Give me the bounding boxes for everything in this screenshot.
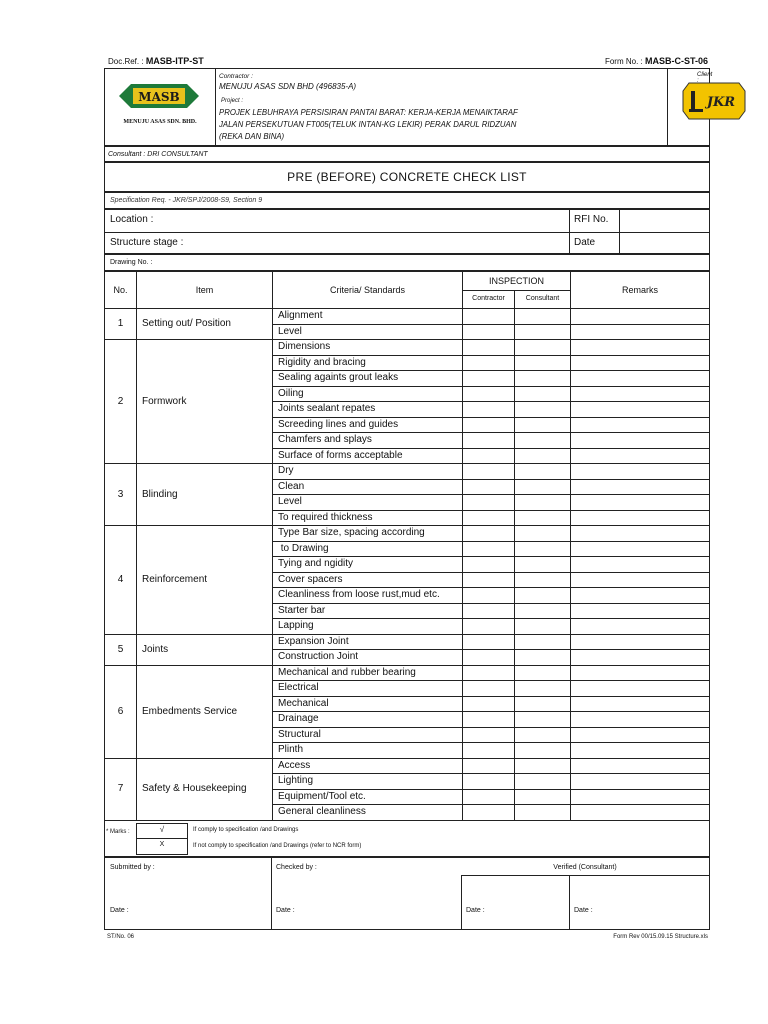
rfi-field[interactable] (569, 210, 619, 232)
consultant-check-cell[interactable] (515, 324, 571, 340)
contractor-check-cell[interactable] (463, 371, 515, 387)
footer-right: Form Rev 00/15.09.15 Structure.xls (613, 934, 708, 940)
remarks-cell[interactable] (571, 588, 710, 604)
header-consultant: Consultant (515, 290, 571, 309)
header-remarks: Remarks (571, 272, 710, 309)
contractor-check-cell[interactable] (463, 510, 515, 526)
contractor-check-cell[interactable] (463, 495, 515, 511)
criteria-cell: To required thickness (273, 510, 463, 526)
remarks-cell[interactable] (571, 510, 710, 526)
consultant-check-cell[interactable] (515, 805, 571, 821)
contractor-check-cell[interactable] (463, 557, 515, 573)
criteria-cell: Dry (273, 464, 463, 480)
consultant-check-cell[interactable] (515, 495, 571, 511)
consultant-check-cell[interactable] (515, 665, 571, 681)
item-name: Setting out/ Position (137, 309, 273, 340)
remarks-cell[interactable] (571, 541, 710, 557)
contractor-check-cell[interactable] (463, 417, 515, 433)
table-row (105, 526, 710, 542)
criteria-cell: Plinth (273, 743, 463, 759)
date-label: Date (574, 237, 596, 248)
logo-caption: MENUJU ASAS SDN. BHD. (123, 119, 197, 125)
header-item: Item (137, 272, 273, 309)
contractor-check-cell[interactable] (463, 340, 515, 356)
consultant-check-cell[interactable] (515, 464, 571, 480)
contractor-check-cell[interactable] (463, 309, 515, 325)
item-name: Blinding (137, 464, 273, 526)
doc-ref-value: MASB-ITP-ST (145, 56, 204, 66)
verified-date-label-1: Date : (466, 907, 485, 914)
consultant-check-cell[interactable] (515, 526, 571, 542)
contractor-check-cell[interactable] (463, 712, 515, 728)
remarks-cell[interactable] (571, 774, 710, 790)
remarks-cell[interactable] (571, 805, 710, 821)
project-info (215, 69, 668, 145)
project-line2: JALAN PERSEKUTUAN FT005(TELUK INTAN-KG LEKIR) PERAK DARUL RIDZUAN (219, 120, 517, 129)
doc-ref-label: Doc.Ref. : (108, 57, 144, 66)
criteria-cell: Drainage (273, 712, 463, 728)
contractor-check-cell[interactable] (463, 402, 515, 418)
contractor-check-cell[interactable] (463, 681, 515, 697)
criteria-cell: Level (273, 495, 463, 511)
logo-text: MASB (138, 90, 180, 104)
header-inspection: INSPECTION (463, 272, 571, 291)
criteria-cell: Oiling (273, 386, 463, 402)
item-name: Joints (137, 634, 273, 665)
not-comply-symbol: X (159, 841, 165, 848)
rfi-label: RFI No. (574, 214, 609, 225)
remarks-cell[interactable] (571, 650, 710, 666)
criteria-cell: Construction Joint (273, 650, 463, 666)
remarks-cell[interactable] (571, 479, 710, 495)
criteria-cell: Access (273, 758, 463, 774)
remarks-cell[interactable] (571, 417, 710, 433)
criteria-cell: Starter bar (273, 603, 463, 619)
item-number: 5 (105, 634, 137, 665)
consultant-check-cell[interactable] (515, 758, 571, 774)
verified-date-label-2: Date : (574, 907, 593, 914)
criteria-cell: Tying and ngidity (273, 557, 463, 573)
project-label: Project : (221, 98, 244, 104)
contractor-check-cell[interactable] (463, 758, 515, 774)
remarks-cell[interactable] (571, 634, 710, 650)
contractor-check-cell[interactable] (463, 386, 515, 402)
remarks-cell[interactable] (571, 340, 710, 356)
consultant-check-cell[interactable] (515, 448, 571, 464)
contractor-check-cell[interactable] (463, 572, 515, 588)
consultant-check-cell[interactable] (515, 541, 571, 557)
contractor-check-cell[interactable] (463, 448, 515, 464)
contractor-check-cell[interactable] (463, 355, 515, 371)
consultant-check-cell[interactable] (515, 650, 571, 666)
remarks-cell[interactable] (571, 433, 710, 449)
structure-stage-label: Structure stage : (110, 237, 184, 248)
item-number: 7 (105, 758, 137, 820)
consultant-check-cell[interactable] (515, 743, 571, 759)
consultant-line: Consultant : DRI CONSULTANT (104, 146, 710, 162)
remarks-cell[interactable] (571, 557, 710, 573)
consultant-check-cell[interactable] (515, 557, 571, 573)
client-label: Client : (697, 72, 713, 84)
criteria-cell: Rigidity and bracing (273, 355, 463, 371)
criteria-cell: Alignment (273, 309, 463, 325)
table-row (105, 309, 710, 325)
marks-legend (104, 820, 710, 857)
remarks-cell[interactable] (571, 448, 710, 464)
checked-by-label: Checked by : (276, 864, 317, 871)
contractor-check-cell[interactable] (463, 774, 515, 790)
consultant-check-cell[interactable] (515, 696, 571, 712)
item-number: 4 (105, 526, 137, 635)
remarks-cell[interactable] (571, 572, 710, 588)
criteria-cell: Screeding lines and guides (273, 417, 463, 433)
consultant-check-cell[interactable] (515, 681, 571, 697)
masb-logo-icon (119, 81, 199, 111)
table-row (105, 340, 710, 356)
remarks-cell[interactable] (571, 526, 710, 542)
contractor-check-cell[interactable] (463, 634, 515, 650)
contractor-logo (105, 69, 216, 145)
table-row (105, 464, 710, 480)
submitted-date-label: Date : (110, 907, 129, 914)
consultant-check-cell[interactable] (515, 433, 571, 449)
project-line1: PROJEK LEBUHRAYA PERSISIRAN PANTAI BARAT: KERJA-KERJA MENAIKTARAF (219, 108, 518, 117)
remarks-cell[interactable] (571, 665, 710, 681)
table-row (105, 634, 710, 650)
consultant-check-cell[interactable] (515, 634, 571, 650)
item-number: 1 (105, 309, 137, 340)
criteria-cell: Dimensions (273, 340, 463, 356)
doc-ref (108, 56, 204, 66)
form-no-label: Form No. : (604, 57, 643, 66)
item-number: 6 (105, 665, 137, 758)
form-no-value: MASB-C-ST-06 (644, 56, 708, 66)
consultant-check-cell[interactable] (515, 340, 571, 356)
contractor-check-cell[interactable] (463, 650, 515, 666)
signoff-block (104, 857, 710, 930)
remarks-cell[interactable] (571, 495, 710, 511)
contractor-check-cell[interactable] (463, 324, 515, 340)
table-row (105, 758, 710, 774)
contractor-label: Contractor : (219, 73, 253, 80)
form-no (605, 56, 708, 66)
criteria-cell: Expansion Joint (273, 634, 463, 650)
remarks-cell[interactable] (571, 712, 710, 728)
criteria-cell: Structural (273, 727, 463, 743)
jkr-logo-text: JKR (706, 95, 736, 110)
location-block (104, 209, 710, 254)
header-criteria: Criteria/ Standards (273, 272, 463, 309)
consultant-check-cell[interactable] (515, 355, 571, 371)
comply-text: If comply to specification /and Drawings (193, 827, 299, 833)
consultant-check-cell[interactable] (515, 510, 571, 526)
rfi-value-field[interactable] (620, 210, 709, 232)
contractor-check-cell[interactable] (463, 789, 515, 805)
item-name: Reinforcement (137, 526, 273, 635)
item-name: Safety & Housekeeping (137, 758, 273, 820)
remarks-cell[interactable] (571, 727, 710, 743)
criteria-cell: Cleanliness from loose rust,mud etc. (273, 588, 463, 604)
verified-label: Verified (Consultant) (553, 864, 617, 871)
project-line3: (REKA DAN BINA) (219, 132, 285, 141)
contractor-check-cell[interactable] (463, 479, 515, 495)
criteria-cell: Joints sealant repates (273, 402, 463, 418)
consultant-check-cell[interactable] (515, 619, 571, 635)
item-name: Embedments Service (137, 665, 273, 758)
consultant-check-cell[interactable] (515, 417, 571, 433)
remarks-cell[interactable] (571, 743, 710, 759)
contractor-check-cell[interactable] (463, 464, 515, 480)
header-no: No. (105, 272, 137, 309)
consultant-check-cell[interactable] (515, 789, 571, 805)
table-row (105, 665, 710, 681)
remarks-cell[interactable] (571, 758, 710, 774)
criteria-cell: Lighting (273, 774, 463, 790)
remarks-cell[interactable] (571, 324, 710, 340)
consultant-check-cell[interactable] (515, 479, 571, 495)
location-label: Location : (110, 214, 154, 225)
item-number: 3 (105, 464, 137, 526)
contractor-check-cell[interactable] (463, 433, 515, 449)
item-number: 2 (105, 340, 137, 464)
jkr-logo-icon (681, 81, 747, 121)
remarks-cell[interactable] (571, 681, 710, 697)
contractor-check-cell[interactable] (463, 541, 515, 557)
contractor-check-cell[interactable] (463, 526, 515, 542)
contractor-value: MENUJU ASAS SDN BHD (496835-A) (219, 82, 357, 91)
drawing-no: Drawing No. : (104, 254, 710, 271)
criteria-cell: Lapping (273, 619, 463, 635)
remarks-cell[interactable] (571, 355, 710, 371)
item-name: Formwork (137, 340, 273, 464)
remarks-cell[interactable] (571, 619, 710, 635)
contractor-check-cell[interactable] (463, 588, 515, 604)
contractor-check-cell[interactable] (463, 619, 515, 635)
criteria-cell: Clean (273, 479, 463, 495)
contractor-check-cell[interactable] (463, 805, 515, 821)
criteria-cell: Chamfers and splays (273, 433, 463, 449)
criteria-cell: Mechanical (273, 696, 463, 712)
consultant-check-cell[interactable] (515, 603, 571, 619)
remarks-cell[interactable] (571, 789, 710, 805)
criteria-cell: Mechanical and rubber bearing (273, 665, 463, 681)
header-contractor: Contractor (463, 290, 515, 309)
criteria-cell: to Drawing (273, 541, 463, 557)
checked-date-label: Date : (276, 907, 295, 914)
consultant-check-cell[interactable] (515, 774, 571, 790)
consultant-check-cell[interactable] (515, 309, 571, 325)
contractor-check-cell[interactable] (463, 727, 515, 743)
footer-left: ST/No. 06 (107, 934, 135, 940)
criteria-cell: Sealing againts grout leaks (273, 371, 463, 387)
criteria-cell: Equipment/Tool etc. (273, 789, 463, 805)
criteria-cell: General cleanliness (273, 805, 463, 821)
page-title: PRE (BEFORE) CONCRETE CHECK LIST (104, 162, 710, 192)
header-block (104, 68, 736, 146)
criteria-cell: Type Bar size, spacing according (273, 526, 463, 542)
remarks-cell[interactable] (571, 464, 710, 480)
consultant-check-cell[interactable] (515, 402, 571, 418)
remarks-cell[interactable] (571, 386, 710, 402)
criteria-cell: Cover spacers (273, 572, 463, 588)
consultant-check-cell[interactable] (515, 371, 571, 387)
consultant-check-cell[interactable] (515, 572, 571, 588)
remarks-cell[interactable] (571, 696, 710, 712)
contractor-check-cell[interactable] (463, 743, 515, 759)
client-info (667, 69, 736, 145)
not-comply-text: If not comply to specification /and Drawings (refer to NCR form) (193, 843, 362, 849)
checklist-table (104, 271, 710, 821)
remarks-cell[interactable] (571, 402, 710, 418)
marks-label: * Marks : (106, 829, 130, 835)
remarks-cell[interactable] (571, 603, 710, 619)
consultant-check-cell[interactable] (515, 588, 571, 604)
contractor-check-cell[interactable] (463, 696, 515, 712)
consultant-check-cell[interactable] (515, 712, 571, 728)
comply-symbol: √ (159, 825, 165, 834)
date-field[interactable] (620, 233, 709, 253)
specification-line: Specification Req. - JKR/SPJ/2008-S9, Section 9 (104, 192, 710, 209)
remarks-cell[interactable] (571, 371, 710, 387)
remarks-cell[interactable] (571, 309, 710, 325)
criteria-cell: Surface of forms acceptable (273, 448, 463, 464)
consultant-check-cell[interactable] (515, 386, 571, 402)
submitted-by-label: Submitted by : (110, 864, 155, 871)
contractor-check-cell[interactable] (463, 665, 515, 681)
criteria-cell: Electrical (273, 681, 463, 697)
checklist-body (105, 309, 710, 821)
consultant-check-cell[interactable] (515, 727, 571, 743)
contractor-check-cell[interactable] (463, 603, 515, 619)
criteria-cell: Level (273, 324, 463, 340)
